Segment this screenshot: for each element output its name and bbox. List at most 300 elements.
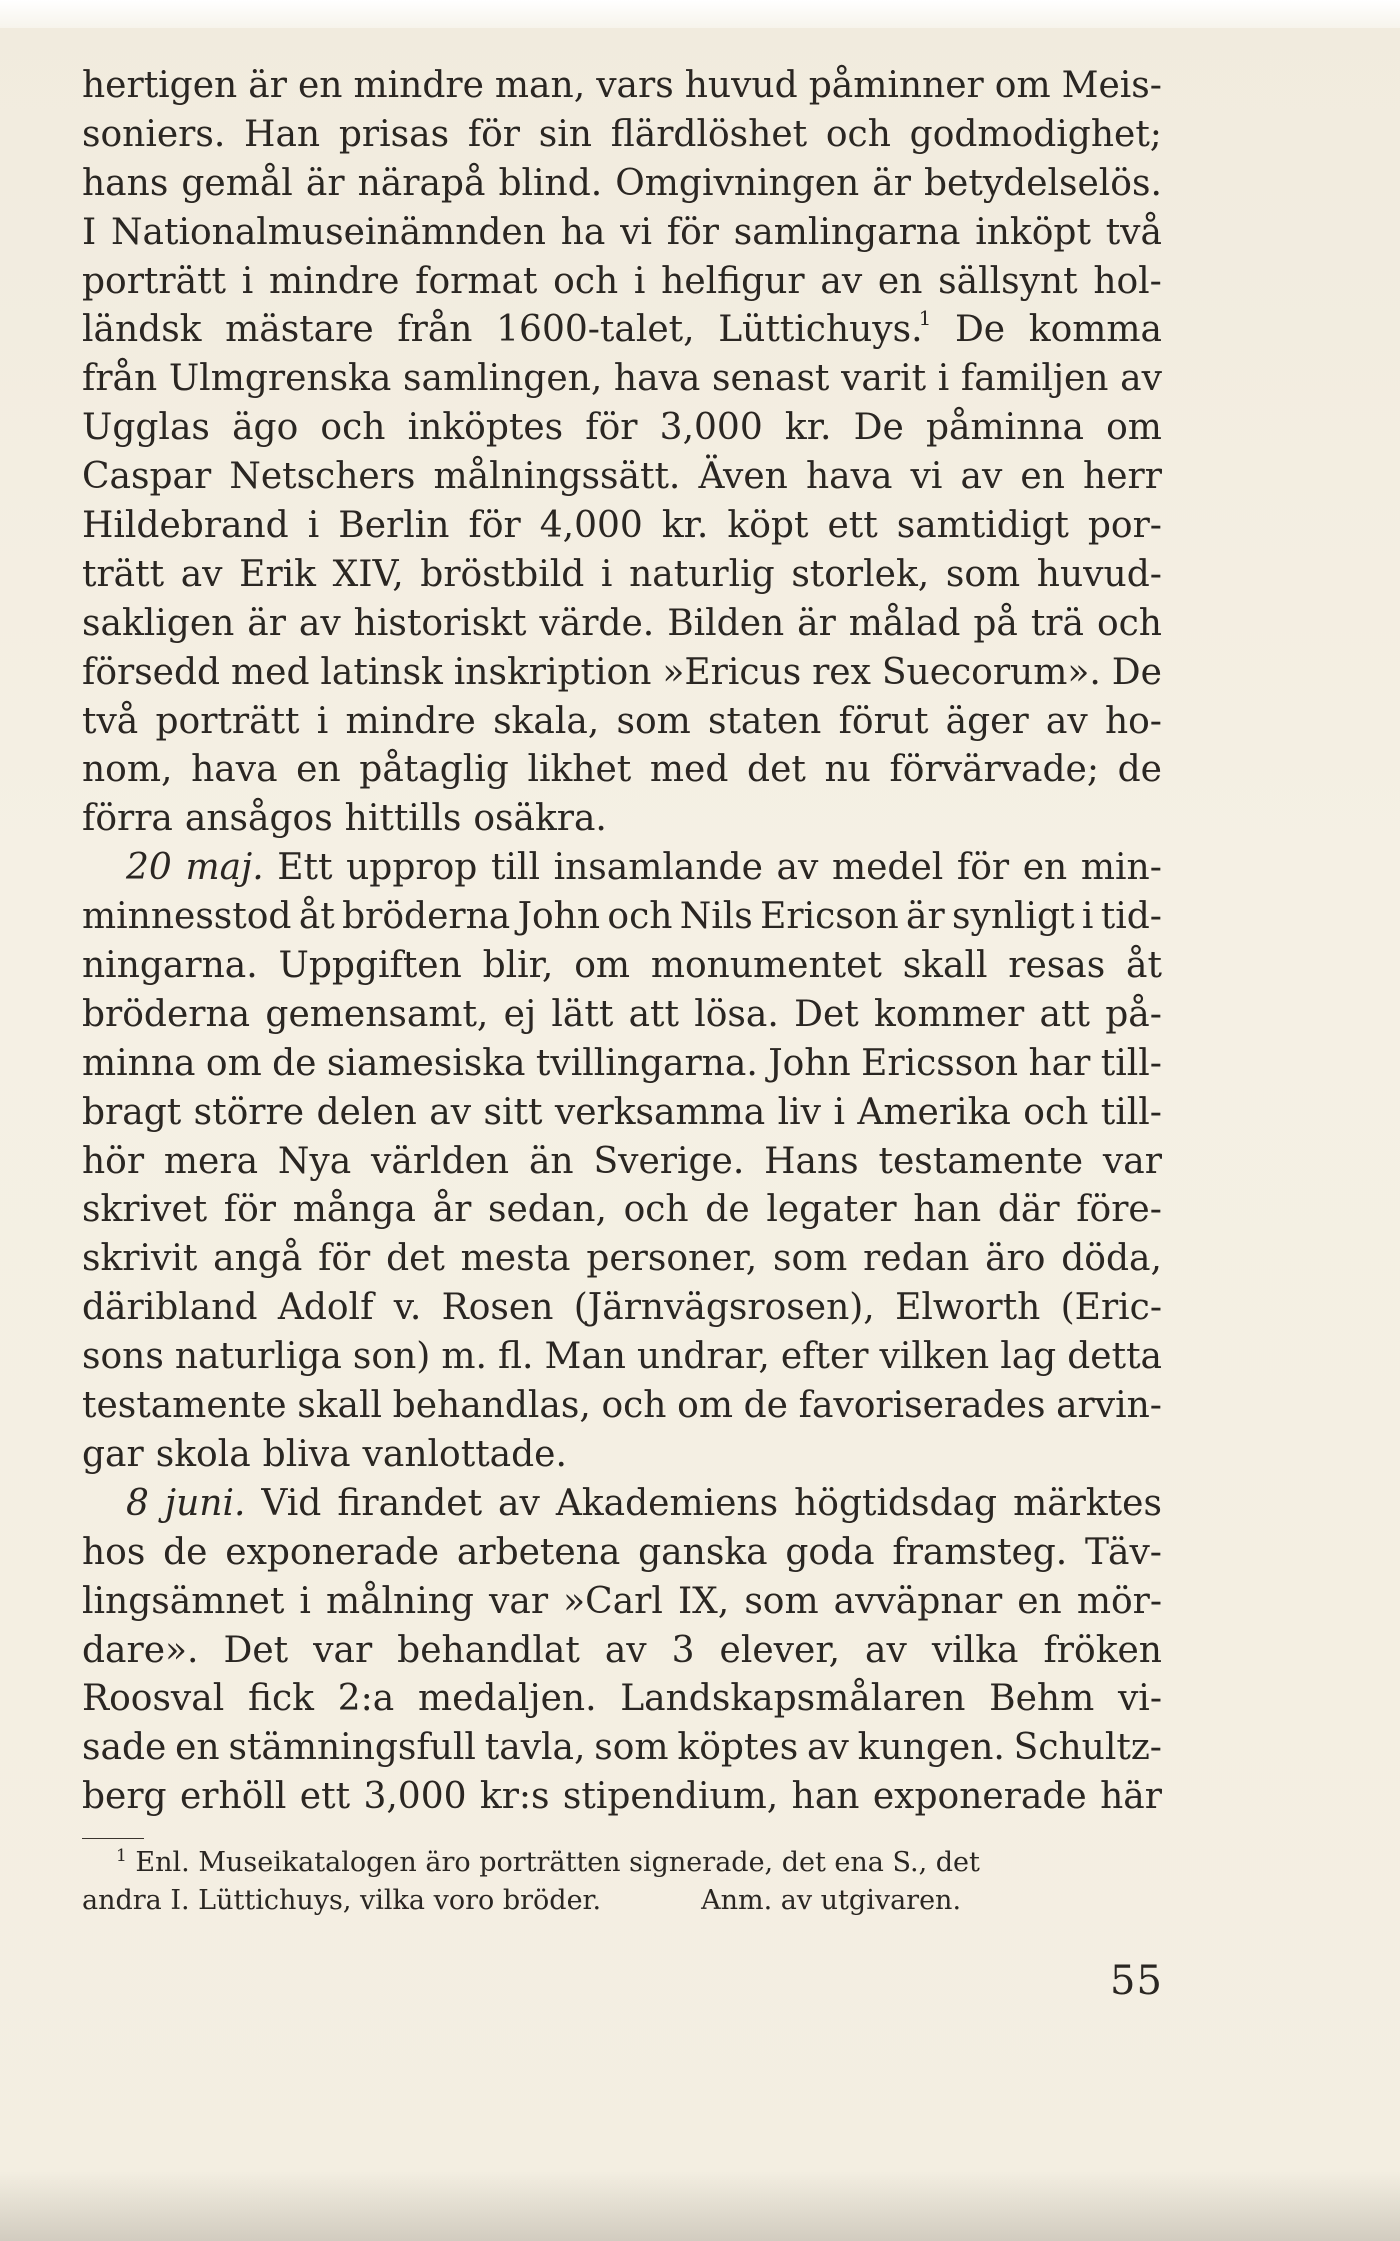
word: döda,: [1061, 1238, 1162, 1280]
word: av: [180, 553, 223, 595]
word: om: [677, 1385, 733, 1427]
word: sällsynt: [938, 260, 1078, 302]
word: behandlat: [397, 1629, 580, 1671]
word: trätt: [82, 553, 165, 595]
word: vilken: [879, 1336, 990, 1378]
word: fl.: [497, 1336, 534, 1378]
word: goda: [785, 1531, 875, 1573]
word: historiskt: [353, 602, 527, 644]
text-line: [82, 1675, 1162, 1724]
word: Hans: [764, 1140, 859, 1182]
word: Nya: [277, 1140, 352, 1182]
word: sons: [82, 1336, 164, 1378]
text-line: [82, 1040, 1162, 1089]
word: Akademiens: [555, 1482, 779, 1524]
word: för: [956, 847, 1010, 889]
word: i: [633, 260, 646, 302]
text-line: [82, 746, 1162, 795]
word: (Eric-: [1060, 1287, 1162, 1329]
word: sakligen: [82, 602, 235, 644]
footnote: [82, 1844, 1162, 1920]
word: mera: [163, 1140, 259, 1182]
word: lag: [1000, 1336, 1057, 1378]
word: blind.: [498, 162, 603, 204]
word: var: [313, 1629, 373, 1671]
word: flärdlöshet: [610, 113, 808, 155]
word: är: [797, 602, 836, 644]
text-line: [82, 1480, 1162, 1529]
word: Sverige.: [593, 1140, 745, 1182]
word: i: [937, 358, 950, 400]
word: högtidsdag: [794, 1482, 998, 1524]
word: hava: [191, 749, 278, 791]
word: Roosval: [82, 1678, 225, 1720]
word: m.: [441, 1336, 487, 1378]
word: Ericson: [760, 896, 899, 938]
word: soniers.: [82, 113, 226, 155]
word: är: [905, 896, 945, 938]
word: De: [1111, 651, 1162, 693]
word: trä: [1030, 602, 1084, 644]
word: en: [1020, 456, 1065, 498]
word: Schultz-: [1013, 1727, 1162, 1769]
word: stipendium,: [562, 1776, 779, 1818]
word: hör: [82, 1140, 145, 1182]
word: John: [517, 896, 601, 938]
word: och: [553, 260, 619, 302]
word: i: [307, 505, 320, 547]
word: närapå: [357, 162, 486, 204]
word: 1600-talet,: [496, 309, 695, 351]
footnote-rule: [82, 1838, 144, 1839]
word: 2:a: [337, 1678, 395, 1720]
footnote-mark: 1: [116, 1846, 127, 1866]
text-line: [82, 893, 1162, 942]
word: delen: [316, 1091, 417, 1133]
word: däribland: [82, 1287, 258, 1329]
word: en: [1022, 847, 1068, 889]
word: och: [825, 113, 891, 155]
word: som: [945, 553, 1021, 595]
word: ha: [560, 211, 606, 253]
word: fröken: [1043, 1629, 1162, 1671]
word: Berlin: [338, 505, 450, 547]
word: juni.: [164, 1482, 246, 1524]
word: detta: [1067, 1336, 1162, 1378]
word: gemensamt,: [265, 993, 489, 1035]
word: var: [1102, 1140, 1162, 1182]
word: av: [960, 456, 1003, 498]
word: av: [776, 847, 819, 889]
text-line: [82, 1235, 1162, 1284]
word: Meis-: [1061, 65, 1162, 106]
word: som: [744, 1580, 819, 1622]
word: Det: [223, 1629, 289, 1671]
word: skrivit: [82, 1238, 198, 1280]
word: om: [574, 945, 631, 987]
word: siamesiska: [326, 1042, 526, 1084]
word: det: [386, 1238, 445, 1280]
word: elever,: [719, 1629, 841, 1671]
word: vi: [910, 456, 943, 498]
text-line: [82, 502, 1162, 551]
text-line: [82, 209, 1162, 258]
word: redan: [863, 1238, 970, 1280]
word: att: [628, 993, 679, 1035]
word: Netschers: [229, 456, 416, 498]
word: av: [1045, 700, 1088, 742]
word: bragt: [82, 1091, 182, 1133]
word: arvin-: [1056, 1385, 1162, 1427]
word: testamente: [878, 1140, 1084, 1182]
word: likhet: [527, 749, 632, 791]
word: minnesstod: [82, 896, 292, 938]
word: por-: [1087, 505, 1162, 547]
word: favoriserades: [798, 1385, 1046, 1427]
footnote-reference: 1: [918, 306, 932, 331]
word: nom,: [82, 749, 173, 791]
word: för: [223, 1189, 277, 1231]
word: maj.: [185, 847, 264, 889]
word: har: [1028, 1042, 1091, 1084]
word: helfigur: [661, 260, 805, 302]
word: skall: [902, 945, 988, 987]
word: vars: [596, 65, 674, 106]
word: äro: [985, 1238, 1046, 1280]
word: Bilden: [667, 602, 785, 644]
word: man,: [494, 65, 586, 106]
text-line: [82, 1382, 1162, 1431]
word: Caspar: [82, 456, 212, 498]
word: huvud-: [1036, 553, 1162, 595]
word: av: [865, 1629, 907, 1671]
word: två: [1105, 211, 1162, 253]
word: synligt: [952, 896, 1075, 938]
word: naturliga: [174, 1336, 342, 1378]
text-line: [82, 1089, 1162, 1138]
word: Erik: [239, 553, 316, 595]
text-line: [82, 942, 1162, 991]
word: mästare: [225, 309, 374, 351]
word: Nationalmuseinämnden: [111, 211, 546, 253]
word: en: [1017, 1580, 1062, 1622]
word: exponerade: [225, 1531, 440, 1573]
word: Amerika: [857, 1091, 1011, 1133]
word: inskription: [453, 651, 652, 693]
word: köptes: [677, 1727, 799, 1769]
word: ej: [503, 993, 537, 1035]
word: 3: [671, 1629, 695, 1671]
word: till: [490, 847, 540, 889]
word: son): [352, 1336, 431, 1378]
word: liv: [777, 1091, 822, 1133]
word: sedan,: [488, 1189, 607, 1231]
word: I: [82, 211, 97, 253]
word: påminner: [808, 65, 984, 106]
word: det: [747, 749, 806, 791]
word: insamlande: [553, 847, 763, 889]
word: en: [175, 1727, 220, 1769]
word: bliva: [262, 1433, 351, 1475]
word: Omgivningen: [615, 162, 860, 204]
word: påtaglig: [359, 749, 509, 791]
word: mindre: [345, 700, 476, 742]
word: Ulmgrenska: [168, 358, 392, 400]
text-line: [82, 795, 1162, 844]
word: legater: [766, 1189, 897, 1231]
word: 4,000: [539, 505, 643, 547]
footnote-text-2: andra I. Lüttichuys, vilka voro bröder.: [82, 1885, 602, 1916]
word: målningssätt.: [433, 456, 681, 498]
word: porträtt: [82, 260, 226, 302]
word: godmodighet;: [909, 113, 1162, 155]
word: staten: [707, 700, 822, 742]
word: bröstbild: [420, 553, 585, 595]
word: minna: [82, 1042, 196, 1084]
word: (Järnvägsrosen),: [573, 1287, 875, 1329]
word: blir,: [482, 945, 554, 987]
word: av: [298, 602, 341, 644]
word: till-: [1100, 1042, 1162, 1084]
word: om: [994, 65, 1051, 106]
word: betydelselös.: [924, 162, 1162, 204]
word: Lüttichuys.1: [718, 306, 931, 359]
text-line: [82, 306, 1162, 355]
word: år: [432, 1189, 472, 1231]
word: Nils: [679, 896, 753, 938]
word: är: [247, 602, 286, 644]
word: större: [193, 1091, 305, 1133]
word: erhöll: [180, 1776, 287, 1818]
text-line: [82, 1284, 1162, 1333]
word: avväpnar: [833, 1580, 1003, 1622]
text-line: [82, 991, 1162, 1040]
text-line: [82, 551, 1162, 600]
word: naturlig: [629, 553, 775, 595]
word: mindre: [268, 260, 400, 302]
word: i: [241, 260, 254, 302]
word: 8: [126, 1482, 149, 1524]
word: av: [604, 1629, 647, 1671]
word: i: [833, 1091, 845, 1133]
word: är: [248, 65, 287, 106]
word: en: [296, 749, 341, 791]
word: ningarna.: [82, 945, 258, 987]
word: i: [299, 1580, 311, 1622]
word: tavla,: [484, 1727, 586, 1769]
word: min-: [1080, 847, 1162, 889]
word: påminna: [925, 407, 1084, 449]
word: mör-: [1076, 1580, 1162, 1622]
word: på: [973, 602, 1018, 644]
word: vilka: [931, 1629, 1019, 1671]
word: av: [820, 260, 863, 302]
word: varit: [841, 358, 927, 400]
word: hertigen: [82, 65, 238, 106]
word: här: [1100, 1776, 1162, 1818]
word: där: [997, 1189, 1060, 1231]
word: inköpt: [975, 211, 1091, 253]
word: han: [913, 1189, 982, 1231]
word: för: [666, 211, 719, 253]
word: och: [1023, 1091, 1089, 1133]
word: Det: [794, 993, 859, 1035]
word: ett: [299, 1776, 351, 1818]
word: monumentet: [650, 945, 882, 987]
word: ägo: [232, 407, 299, 449]
word: hava: [805, 456, 893, 498]
word: sade: [82, 1727, 167, 1769]
word: skala,: [493, 700, 600, 742]
text-line: [82, 1578, 1162, 1627]
word: storlek,: [791, 553, 930, 595]
text-line: [82, 1138, 1162, 1187]
word: av: [498, 1482, 540, 1524]
word: skall: [297, 1385, 383, 1427]
word: för: [318, 1238, 371, 1280]
word: kungen.: [857, 1727, 1005, 1769]
word: gemål: [181, 162, 293, 204]
word: lingsämnet: [82, 1580, 285, 1622]
word: målning: [325, 1580, 474, 1622]
footnote-text-1: Enl. Museikatalogen äro porträtten signerade, det ena S., det: [135, 1847, 980, 1878]
word: lätt: [551, 993, 614, 1035]
word: en: [297, 65, 343, 106]
word: hava: [613, 358, 701, 400]
word: hittills: [344, 798, 462, 840]
word: osäkra.: [473, 798, 607, 840]
text-line: [82, 160, 1162, 209]
word: 20: [126, 847, 172, 889]
word: till-: [1100, 1091, 1162, 1133]
word: resas: [1008, 945, 1106, 987]
word: vanlottade.: [362, 1433, 567, 1475]
word: personer,: [586, 1238, 758, 1280]
word: två: [82, 700, 139, 742]
word: kr.: [661, 505, 709, 547]
word: som: [616, 700, 691, 742]
word: köpt: [727, 505, 809, 547]
word: som: [773, 1238, 848, 1280]
word: skrivet: [82, 1189, 208, 1231]
word: förra: [82, 798, 173, 840]
word: prisas: [338, 113, 450, 155]
word: ganska: [638, 1531, 768, 1573]
word: XIV,: [332, 553, 404, 595]
word: berg: [82, 1776, 167, 1818]
word: för: [467, 113, 521, 155]
word: av: [429, 1091, 472, 1133]
word: på-: [1105, 993, 1162, 1035]
word: verksamma: [554, 1091, 766, 1133]
text-line: [82, 355, 1162, 404]
word: hans: [82, 162, 169, 204]
word: kr:s: [479, 1776, 550, 1818]
word: nu: [824, 749, 871, 791]
word: för: [468, 505, 521, 547]
word: Elworth: [895, 1287, 1041, 1329]
word: komma: [1028, 309, 1162, 351]
word: gar: [82, 1433, 144, 1475]
footnote-signature: Anm. av utgivaren.: [701, 1885, 962, 1916]
word: och: [623, 1189, 689, 1231]
word: framsteg.: [892, 1531, 1068, 1573]
word: i: [1081, 896, 1094, 938]
word: ländsk: [82, 309, 202, 351]
word: Ugglas: [82, 407, 210, 449]
word: försedd: [82, 651, 221, 693]
word: efter: [780, 1336, 869, 1378]
word: vi: [620, 211, 652, 253]
word: De: [853, 407, 904, 449]
word: mindre: [353, 65, 484, 106]
word: om: [205, 1042, 262, 1084]
text-line: [82, 649, 1162, 698]
word: tid-: [1100, 896, 1162, 938]
word: före-: [1076, 1189, 1162, 1231]
word: v.: [393, 1287, 422, 1329]
word: var: [489, 1580, 549, 1622]
word: inköptes: [407, 407, 564, 449]
word: hos: [82, 1531, 146, 1573]
word: och: [607, 896, 673, 938]
word: de: [743, 1385, 788, 1427]
word: de: [705, 1189, 750, 1231]
word: av: [1120, 358, 1162, 400]
word: behandlas,: [392, 1385, 591, 1427]
word: John: [768, 1042, 851, 1084]
text-line: [82, 1333, 1162, 1382]
text-line: [82, 1431, 1162, 1480]
word: värde.: [539, 602, 655, 644]
word: av: [807, 1727, 849, 1769]
word: kommer: [873, 993, 1025, 1035]
word: arbetena: [456, 1531, 621, 1573]
text-line: [82, 1773, 1162, 1822]
word: Landskapsmålaren: [620, 1678, 966, 1720]
text-line: [82, 600, 1162, 649]
word: att: [1039, 993, 1090, 1035]
text-line: [82, 1186, 1162, 1235]
page-top-edge: [0, 0, 1400, 28]
word: rex: [812, 651, 871, 693]
word: förvärvade;: [889, 749, 1099, 791]
text-line: [82, 258, 1162, 307]
text-line: [82, 844, 1162, 893]
word: många: [292, 1189, 416, 1231]
word: åt: [1126, 945, 1162, 987]
word: Ett: [277, 847, 333, 889]
word: för: [585, 407, 638, 449]
text-line: [82, 1627, 1162, 1676]
word: Hildebrand: [82, 505, 289, 547]
word: senast: [712, 358, 830, 400]
word: undrar,: [637, 1336, 770, 1378]
word: ho-: [1104, 700, 1162, 742]
word: Täv-: [1085, 1531, 1162, 1573]
word: än: [528, 1140, 574, 1182]
word: 3,000: [363, 1776, 467, 1818]
word: upprop: [346, 847, 478, 889]
word: »Carl: [563, 1580, 663, 1622]
page-bottom-shadow: [0, 2171, 1400, 2241]
word: om: [1106, 407, 1162, 449]
word: ansågos: [184, 798, 333, 840]
word: bröderna: [342, 896, 511, 938]
word: Vid: [261, 1482, 322, 1524]
word: »Ericus: [662, 651, 802, 693]
word: mesta: [460, 1238, 571, 1280]
